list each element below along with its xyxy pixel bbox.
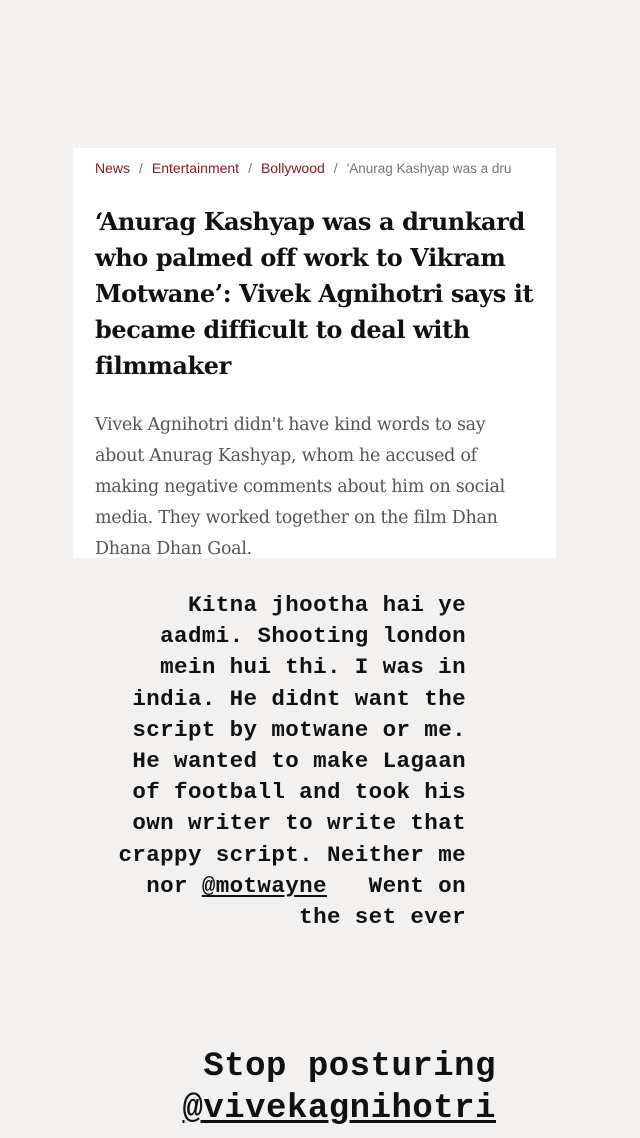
article-card[interactable] bbox=[73, 148, 556, 558]
story-caption-text: Kitna jhootha hai ye aadmi. Shooting london mein hui thi. I was in india. He didnt want the script by motwane or me. He wanted to make Lagaan of football and took his own writer to write that crappy script. Neither me nor bbox=[118, 592, 466, 899]
breadcrumb-item-news[interactable]: News bbox=[95, 160, 131, 176]
story-callout bbox=[110, 1046, 496, 1130]
breadcrumb bbox=[95, 158, 534, 178]
article-headline[interactable]: ‘Anurag Kashyap was a drunkard who palmed off work to Vikram Motwane’: Vivek Agnihotri says it became difficult to deal with filmmaker bbox=[95, 207, 534, 380]
story-caption-text-end: Went on the set ever bbox=[299, 872, 466, 931]
breadcrumb-separator: / bbox=[248, 160, 252, 176]
mention-motwayne[interactable]: @motwayne bbox=[201, 872, 327, 899]
breadcrumb-separator: / bbox=[139, 160, 143, 176]
story-caption bbox=[110, 590, 466, 933]
breadcrumb-separator: / bbox=[333, 160, 338, 176]
breadcrumb-item-bollywood[interactable]: Bollywood bbox=[260, 160, 325, 176]
breadcrumb-item-entertainment[interactable]: Entertainment bbox=[151, 160, 240, 176]
breadcrumb-current: 'Anurag Kashyap was a dru bbox=[346, 161, 512, 176]
story-callout-text: Stop posturing bbox=[203, 1048, 496, 1086]
mention-vivekagnihotri[interactable]: @vivekagnihotri bbox=[182, 1090, 496, 1128]
article-summary: Vivek Agnihotri didn't have kind words to say about Anurag Kashyap, whom he accused of making negative comments about him on social media. They worked together on the film Dhan Dhana Dhan Goal. bbox=[95, 415, 505, 558]
